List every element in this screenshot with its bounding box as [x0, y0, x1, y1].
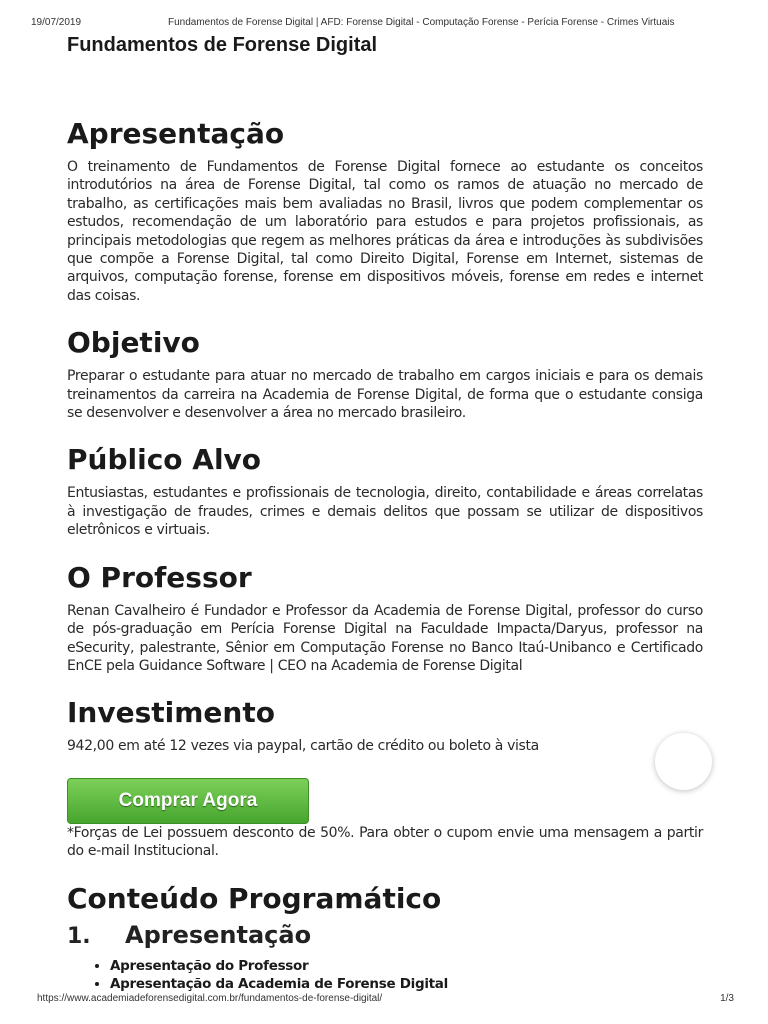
paragraph-professor: Renan Cavalheiro é Fundador e Professor da Academia de Forense Digital, professor do curso de pós-graduação em Perícia Forense Digital na Faculdade Impacta/Daryus, professor na eSecurity, palestrante, Sênior em Computação Forense no Banco Itaú-Unibanco e Certificado EnCE pela Guidance Software | CEO na Academia de Forense Digital: [67, 602, 703, 674]
buy-now-button[interactable]: Comprar Agora: [67, 778, 309, 824]
list-item: • Apresentação da Academia de Forense Digital: [110, 975, 703, 993]
print-header: [0, 17, 768, 31]
heading-conteudo-programatico: Conteúdo Programático: [67, 881, 442, 915]
chat-widget-button[interactable]: [655, 733, 712, 790]
print-footer: [0, 993, 768, 1007]
heading-professor: O Professor: [67, 560, 252, 594]
heading-apresentacao: Apresentação: [67, 117, 285, 150]
list-item: • Apresentação do Professor: [110, 957, 703, 975]
main-content: [67, 34, 703, 993]
module-title: Apresentação: [125, 920, 312, 949]
print-url: https://www.academiadeforensedigital.com.br/fundamentos-de-forense-digital/: [37, 993, 383, 1004]
print-page-title: Fundamentos de Forense Digital | AFD: Forense Digital - Computação Forense - Perícia Forense - Crimes Virtuais: [168, 17, 675, 28]
heading-publico-alvo: Público Alvo: [67, 443, 262, 477]
paragraph-publico-alvo: Entusiastas, estudantes e profissionais de tecnologia, direito, contabilidade e áreas correlatas à investigação de fraudes, crimes e demais delitos que possam se utilizar de dispositivos eletrônicos e virtuais.: [67, 485, 703, 539]
discount-note: *Forças de Lei possuem desconto de 50%. Para obter o cupom envie uma mensagem a partir do e-mail Institucional.: [67, 824, 703, 860]
print-page-number: 1/3: [720, 993, 734, 1004]
print-date: 19/07/2019: [31, 17, 82, 28]
heading-objetivo: Objetivo: [67, 326, 200, 360]
site-title: Fundamentos de Forense Digital: [67, 34, 378, 56]
price-text: 942,00 em até 12 vezes via paypal, cartão de crédito ou boleto à vista: [67, 738, 539, 755]
module-number: 1.: [67, 923, 91, 949]
paragraph-apresentacao: O treinamento de Fundamentos de Forense Digital fornece ao estudante os conceitos introdutórios na área de Forense Digital, tal como os ramos de atuação no mercado de trabalho, as certificações mais bem avaliadas no Brasil, livros que podem complementar os estudos, recomendação de um laboratório para estudos e para projetos profissionais, as principais metodologias que regem as melhores práticas da área e introduções às subdivisões que compõe a Forense Digital, tal como Direito Digital, Forense em Internet, sistemas de arquivos, computação forense, forense em dispositivos móveis, forense em redes e internet das coisas.: [67, 159, 703, 304]
paragraph-objetivo: Preparar o estudante para atuar no mercado de trabalho em cargos iniciais e para os demais treinamentos da carreira na Academia de Forense Digital, de forma que o estudante consiga se desenvolver e desenvolver a área no mercado brasileiro.: [67, 368, 703, 422]
heading-investimento: Investimento: [67, 696, 275, 730]
module-heading: [67, 921, 703, 949]
module-topic-list: [67, 957, 703, 993]
